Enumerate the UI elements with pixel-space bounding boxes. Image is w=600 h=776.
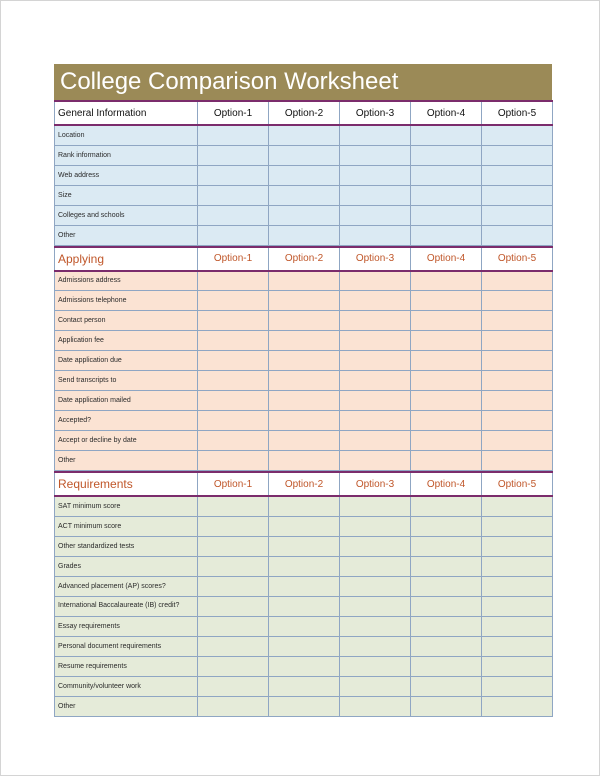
cell[interactable] [340, 291, 411, 311]
cell[interactable] [269, 696, 340, 716]
cell[interactable] [269, 351, 340, 371]
table-row [55, 596, 553, 616]
cell[interactable] [340, 371, 411, 391]
table-row [55, 225, 553, 245]
option-header: Option-1 [198, 472, 269, 496]
cell[interactable] [198, 291, 269, 311]
cell[interactable] [198, 516, 269, 536]
section-header [55, 247, 553, 271]
table-row [55, 431, 553, 451]
cell[interactable] [340, 165, 411, 185]
cell[interactable] [411, 516, 482, 536]
cell[interactable] [269, 125, 340, 145]
row-label: Size [55, 185, 198, 205]
cell[interactable] [340, 451, 411, 471]
option-header: Option-4 [411, 247, 482, 271]
cell[interactable] [482, 556, 553, 576]
table-row [55, 351, 553, 371]
cell[interactable] [411, 371, 482, 391]
row-label: International Baccalaureate (IB) credit? [55, 596, 198, 616]
cell[interactable] [269, 225, 340, 245]
cell[interactable] [482, 225, 553, 245]
cell[interactable] [411, 331, 482, 351]
cell[interactable] [269, 291, 340, 311]
cell[interactable] [198, 556, 269, 576]
cell[interactable] [340, 596, 411, 616]
cell[interactable] [269, 271, 340, 291]
row-label: Rank information [55, 145, 198, 165]
cell[interactable] [482, 291, 553, 311]
row-label: Grades [55, 556, 198, 576]
table-row [55, 291, 553, 311]
table-row [55, 125, 553, 145]
cell[interactable] [411, 291, 482, 311]
cell[interactable] [411, 696, 482, 716]
cell[interactable] [198, 536, 269, 556]
cell[interactable] [340, 391, 411, 411]
cell[interactable] [269, 656, 340, 676]
cell[interactable] [482, 311, 553, 331]
applying-section [54, 246, 553, 472]
cell[interactable] [340, 225, 411, 245]
cell[interactable] [340, 516, 411, 536]
cell[interactable] [269, 536, 340, 556]
cell[interactable] [411, 616, 482, 636]
row-label: Location [55, 125, 198, 145]
cell[interactable] [411, 225, 482, 245]
cell[interactable] [411, 496, 482, 516]
cell[interactable] [198, 656, 269, 676]
cell[interactable] [482, 636, 553, 656]
cell[interactable] [340, 431, 411, 451]
option-header: Option-1 [198, 247, 269, 271]
cell[interactable] [269, 145, 340, 165]
cell[interactable] [411, 311, 482, 331]
cell[interactable] [269, 576, 340, 596]
cell[interactable] [340, 536, 411, 556]
cell[interactable] [198, 596, 269, 616]
table-row [55, 331, 553, 351]
row-label: Contact person [55, 311, 198, 331]
cell[interactable] [340, 271, 411, 291]
cell[interactable] [198, 676, 269, 696]
cell[interactable] [198, 411, 269, 431]
cell[interactable] [269, 331, 340, 351]
cell[interactable] [269, 636, 340, 656]
cell[interactable] [198, 125, 269, 145]
cell[interactable] [411, 636, 482, 656]
cell[interactable] [269, 616, 340, 636]
row-label: Accept or decline by date [55, 431, 198, 451]
row-label: Date application due [55, 351, 198, 371]
cell[interactable] [340, 125, 411, 145]
cell[interactable] [269, 596, 340, 616]
section-title: Applying [55, 247, 198, 271]
cell[interactable] [269, 185, 340, 205]
cell[interactable] [411, 451, 482, 471]
cell[interactable] [198, 185, 269, 205]
cell[interactable] [198, 351, 269, 371]
cell[interactable] [198, 496, 269, 516]
row-label: Other [55, 225, 198, 245]
table-row [55, 656, 553, 676]
section-title: General Information [55, 101, 198, 125]
cell[interactable] [482, 411, 553, 431]
cell[interactable] [482, 496, 553, 516]
cell[interactable] [411, 185, 482, 205]
cell[interactable] [411, 271, 482, 291]
table-row [55, 616, 553, 636]
cell[interactable] [411, 576, 482, 596]
option-header: Option-5 [482, 472, 553, 496]
cell[interactable] [198, 331, 269, 351]
cell[interactable] [482, 676, 553, 696]
cell[interactable] [198, 391, 269, 411]
cell[interactable] [482, 451, 553, 471]
row-label: Date application mailed [55, 391, 198, 411]
row-label: Web address [55, 165, 198, 185]
cell[interactable] [340, 205, 411, 225]
row-label: Application fee [55, 331, 198, 351]
row-label: ACT minimum score [55, 516, 198, 536]
cell[interactable] [198, 636, 269, 656]
cell[interactable] [411, 165, 482, 185]
row-label: Other standardized tests [55, 536, 198, 556]
cell[interactable] [482, 205, 553, 225]
option-header: Option-3 [340, 472, 411, 496]
cell[interactable] [411, 656, 482, 676]
cell[interactable] [340, 351, 411, 371]
cell[interactable] [198, 371, 269, 391]
table-row [55, 145, 553, 165]
cell[interactable] [340, 636, 411, 656]
row-label: SAT minimum score [55, 496, 198, 516]
cell[interactable] [482, 271, 553, 291]
option-header: Option-3 [340, 247, 411, 271]
cell[interactable] [198, 431, 269, 451]
cell[interactable] [340, 331, 411, 351]
table-row [55, 311, 553, 331]
cell[interactable] [411, 596, 482, 616]
cell[interactable] [340, 145, 411, 165]
worksheet [54, 64, 552, 717]
cell[interactable] [340, 696, 411, 716]
cell[interactable] [482, 351, 553, 371]
cell[interactable] [340, 676, 411, 696]
cell[interactable] [340, 311, 411, 331]
table-row [55, 496, 553, 516]
option-header: Option-4 [411, 101, 482, 125]
table-row [55, 391, 553, 411]
requirements-section [54, 471, 553, 717]
row-label: Personal document requirements [55, 636, 198, 656]
option-header: Option-1 [198, 101, 269, 125]
cell[interactable] [482, 371, 553, 391]
section-title: Requirements [55, 472, 198, 496]
table-row [55, 205, 553, 225]
table-row [55, 676, 553, 696]
cell[interactable] [482, 331, 553, 351]
option-header: Option-5 [482, 101, 553, 125]
row-label: Other [55, 451, 198, 471]
table-row [55, 636, 553, 656]
cell[interactable] [340, 556, 411, 576]
cell[interactable] [198, 205, 269, 225]
cell[interactable] [198, 225, 269, 245]
section-header [55, 101, 553, 125]
table-row [55, 451, 553, 471]
row-label: Resume requirements [55, 656, 198, 676]
cell[interactable] [482, 516, 553, 536]
table-row [55, 576, 553, 596]
cell[interactable] [269, 676, 340, 696]
cell[interactable] [269, 496, 340, 516]
cell[interactable] [269, 311, 340, 331]
cell[interactable] [340, 576, 411, 596]
table-row [55, 165, 553, 185]
cell[interactable] [269, 516, 340, 536]
cell[interactable] [198, 616, 269, 636]
cell[interactable] [482, 576, 553, 596]
cell[interactable] [198, 271, 269, 291]
row-label: Colleges and schools [55, 205, 198, 225]
row-label: Accepted? [55, 411, 198, 431]
cell[interactable] [482, 165, 553, 185]
cell[interactable] [482, 616, 553, 636]
option-header: Option-3 [340, 101, 411, 125]
worksheet-title: College Comparison Worksheet [54, 64, 552, 100]
cell[interactable] [269, 391, 340, 411]
cell[interactable] [482, 431, 553, 451]
cell[interactable] [482, 656, 553, 676]
cell[interactable] [269, 411, 340, 431]
cell[interactable] [340, 185, 411, 205]
table-row [55, 371, 553, 391]
general-information-section [54, 100, 553, 246]
cell[interactable] [482, 596, 553, 616]
cell[interactable] [411, 556, 482, 576]
cell[interactable] [411, 676, 482, 696]
cell[interactable] [411, 411, 482, 431]
option-header: Option-4 [411, 472, 482, 496]
cell[interactable] [198, 311, 269, 331]
cell[interactable] [340, 656, 411, 676]
cell[interactable] [340, 411, 411, 431]
cell[interactable] [411, 145, 482, 165]
option-header: Option-2 [269, 101, 340, 125]
cell[interactable] [269, 371, 340, 391]
cell[interactable] [198, 451, 269, 471]
option-header: Option-2 [269, 247, 340, 271]
cell[interactable] [411, 351, 482, 371]
section-header [55, 472, 553, 496]
cell[interactable] [269, 451, 340, 471]
cell[interactable] [198, 576, 269, 596]
cell[interactable] [269, 205, 340, 225]
cell[interactable] [269, 556, 340, 576]
table-row [55, 556, 553, 576]
cell[interactable] [411, 205, 482, 225]
table-row [55, 271, 553, 291]
cell[interactable] [198, 145, 269, 165]
cell[interactable] [340, 496, 411, 516]
cell[interactable] [411, 391, 482, 411]
row-label: Admissions address [55, 271, 198, 291]
cell[interactable] [482, 391, 553, 411]
cell[interactable] [269, 165, 340, 185]
cell[interactable] [411, 536, 482, 556]
cell[interactable] [340, 616, 411, 636]
table-row [55, 516, 553, 536]
option-header: Option-2 [269, 472, 340, 496]
row-label: Admissions telephone [55, 291, 198, 311]
table-row [55, 185, 553, 205]
cell[interactable] [482, 536, 553, 556]
table-row [55, 536, 553, 556]
cell[interactable] [482, 185, 553, 205]
cell[interactable] [411, 125, 482, 145]
cell[interactable] [269, 431, 340, 451]
row-label: Send transcripts to [55, 371, 198, 391]
cell[interactable] [482, 696, 553, 716]
row-label: Advanced placement (AP) scores? [55, 576, 198, 596]
row-label: Community/volunteer work [55, 676, 198, 696]
row-label: Other [55, 696, 198, 716]
cell[interactable] [482, 145, 553, 165]
table-row [55, 696, 553, 716]
option-header: Option-5 [482, 247, 553, 271]
cell[interactable] [411, 431, 482, 451]
table-row [55, 411, 553, 431]
cell[interactable] [198, 696, 269, 716]
cell[interactable] [198, 165, 269, 185]
cell[interactable] [482, 125, 553, 145]
row-label: Essay requirements [55, 616, 198, 636]
